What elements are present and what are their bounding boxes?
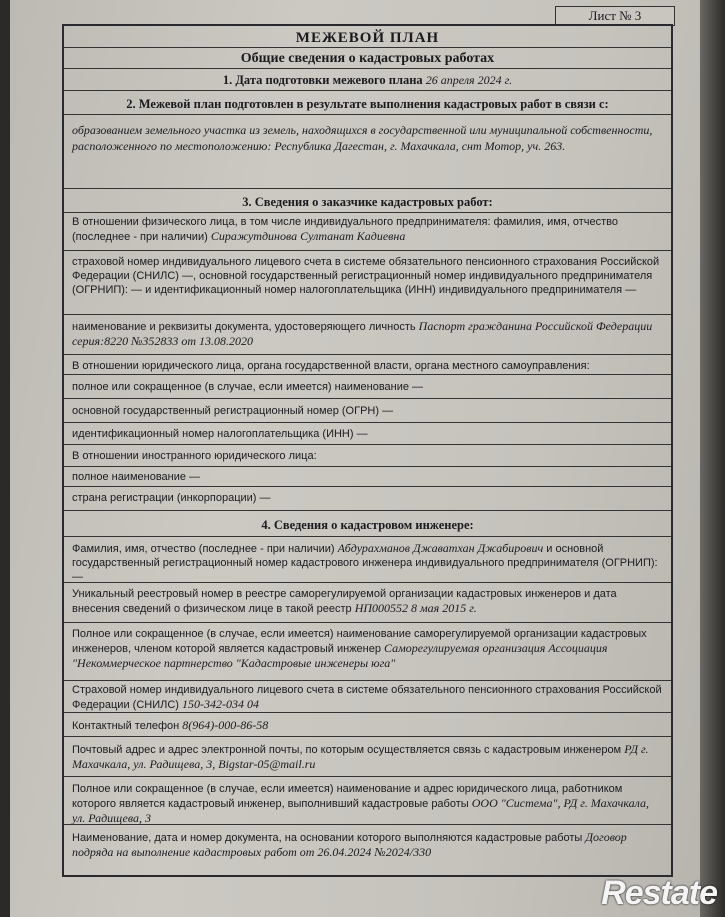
section4-heading: 4. Сведения о кадастровом инженере:	[64, 511, 671, 537]
engineer-fio-value: Абдурахманов Джаватхан Джабирович	[337, 541, 544, 555]
engineer-address-row	[64, 737, 671, 777]
foreign-entity-country: страна регистрации (инкорпорации) —	[64, 487, 671, 511]
form-frame	[62, 24, 673, 877]
section2-text: образованием земельного участка из земель, находящихся в государственной или муниципальной собственности, расположенного по местоположению: Республика Дагестан, г. Махачкала, снт Мотор, уч. 263.	[64, 115, 671, 189]
engineer-address-value: РД г. Махачкала, ул. Радищева, 3, Bigstar-05@mail.ru	[72, 742, 649, 771]
customer-person-name: Сиражутдинова Султанат Кадиевна	[210, 229, 406, 243]
legal-entity-label: В отношении юридического лица, органа государственной власти, органа местного самоуправления:	[64, 355, 671, 375]
customer-doc-value: Паспорт гражданина Российской Федерации серия:8220 №352833 от 13.08.2020	[72, 319, 653, 348]
engineer-snils-value: 150-342-034 04	[182, 697, 260, 711]
watermark-text: Restate	[601, 874, 717, 912]
engineer-address-label: Почтовый адрес и адрес электронной почты, по которым осуществляется связь с кадастровым инженером	[72, 744, 622, 756]
legal-entity-name: полное или сокращенное (в случае, если имеется) наименование —	[64, 375, 671, 399]
section1-label: 1. Дата подготовки межевого плана	[222, 73, 423, 87]
engineer-reg-label: Уникальный реестровый номер в реестре саморегулируемой организации кадастровых инженеров и дата внесения сведений о физическом лице в такой реестр	[72, 588, 617, 615]
customer-doc-row	[64, 315, 671, 355]
engineer-contract-value: Договор подряда на выполнение кадастровых работ от 26.04.2024 №2024/330	[72, 830, 627, 859]
engineer-sro-row	[64, 623, 671, 681]
legal-entity-inn: идентификационный номер налогоплательщика (ИНН) —	[64, 423, 671, 445]
section1-date: 26 апреля 2024 г.	[425, 73, 513, 87]
engineer-fio-label: Фамилия, имя, отчество (последнее - при наличии)	[72, 543, 335, 555]
engineer-contract-row	[64, 825, 671, 875]
engineer-employer-label: Полное или сокращенное (в случае, если имеется) наименование и адрес юридического лица, работником которого является кадастровый инженер, выполнивший кадастровые работы	[72, 783, 623, 810]
section1-row	[64, 69, 671, 91]
legal-entity-ogrn: основной государственный регистрационный номер (ОГРН) —	[64, 399, 671, 423]
engineer-phone-row	[64, 713, 671, 737]
engineer-employer-row	[64, 777, 671, 825]
sheet-number: Лист № 3	[555, 6, 675, 26]
customer-person-row	[64, 213, 671, 251]
engineer-phone-label: Контактный телефон	[72, 720, 180, 732]
engineer-fio-tail: и основной государственный регистрационный номер кадастрового инженера индивидуального предпринимателя (ОГРНИП): —	[72, 543, 658, 583]
section2-heading: 2. Межевой план подготовлен в результате выполнения кадастровых работ в связи с:	[64, 91, 671, 115]
engineer-reg-value: НП000552 8 мая 2015 г.	[354, 601, 477, 615]
restate-watermark	[601, 874, 717, 913]
section3-heading: 3. Сведения о заказчике кадастровых работ:	[64, 189, 671, 213]
foreign-entity-name: полное наименование —	[64, 467, 671, 487]
customer-person-label: В отношении физического лица, в том числе индивидуального предпринимателя: фамилия, имя, отчество (последнее - при наличии)	[72, 216, 618, 243]
customer-snils-row: страховой номер индивидуального лицевого счета в системе обязательного пенсионного страхования Российской Федерации (СНИЛС) —, основной государственный регистрационный номер индивидуального предпринимателя (ОГРНИП): — и идентификационный номер налогоплательщика (ИНН) индивидуального предпринимателя —	[64, 251, 671, 315]
engineer-employer-value: ООО "Система", РД г. Махачкала, ул. Радищева, 3	[72, 796, 650, 825]
plan-subtitle: Общие сведения о кадастровых работах	[64, 48, 671, 69]
engineer-sro-value: Саморегулируемая организация Ассоциация "Некоммерческое партнерство "Кадастровые инженеры юга"	[72, 641, 608, 670]
engineer-contract-label: Наименование, дата и номер документа, на основании которого выполняются кадастровые работы	[72, 832, 583, 844]
engineer-reg-row	[64, 583, 671, 623]
document-page	[10, 0, 700, 917]
customer-doc-label: наименование и реквизиты документа, удостоверяющего личность	[72, 321, 416, 333]
engineer-sro-label: Полное или сокращенное (в случае, если имеется) наименование саморегулируемой организации кадастровых инженеров, членом которой является кадастровый инженер	[72, 628, 647, 655]
engineer-snils-label: Страховой номер индивидуального лицевого счета в системе обязательного пенсионного страхования Российской Федерации (СНИЛС)	[72, 684, 662, 711]
photo-edge-shadow	[700, 0, 725, 917]
engineer-fio-row	[64, 537, 671, 583]
foreign-entity-label: В отношении иностранного юридического лица:	[64, 445, 671, 467]
engineer-phone-value: 8(964)-000-86-58	[182, 718, 269, 732]
engineer-snils-row	[64, 681, 671, 713]
plan-title: МЕЖЕВОЙ ПЛАН	[64, 26, 671, 48]
